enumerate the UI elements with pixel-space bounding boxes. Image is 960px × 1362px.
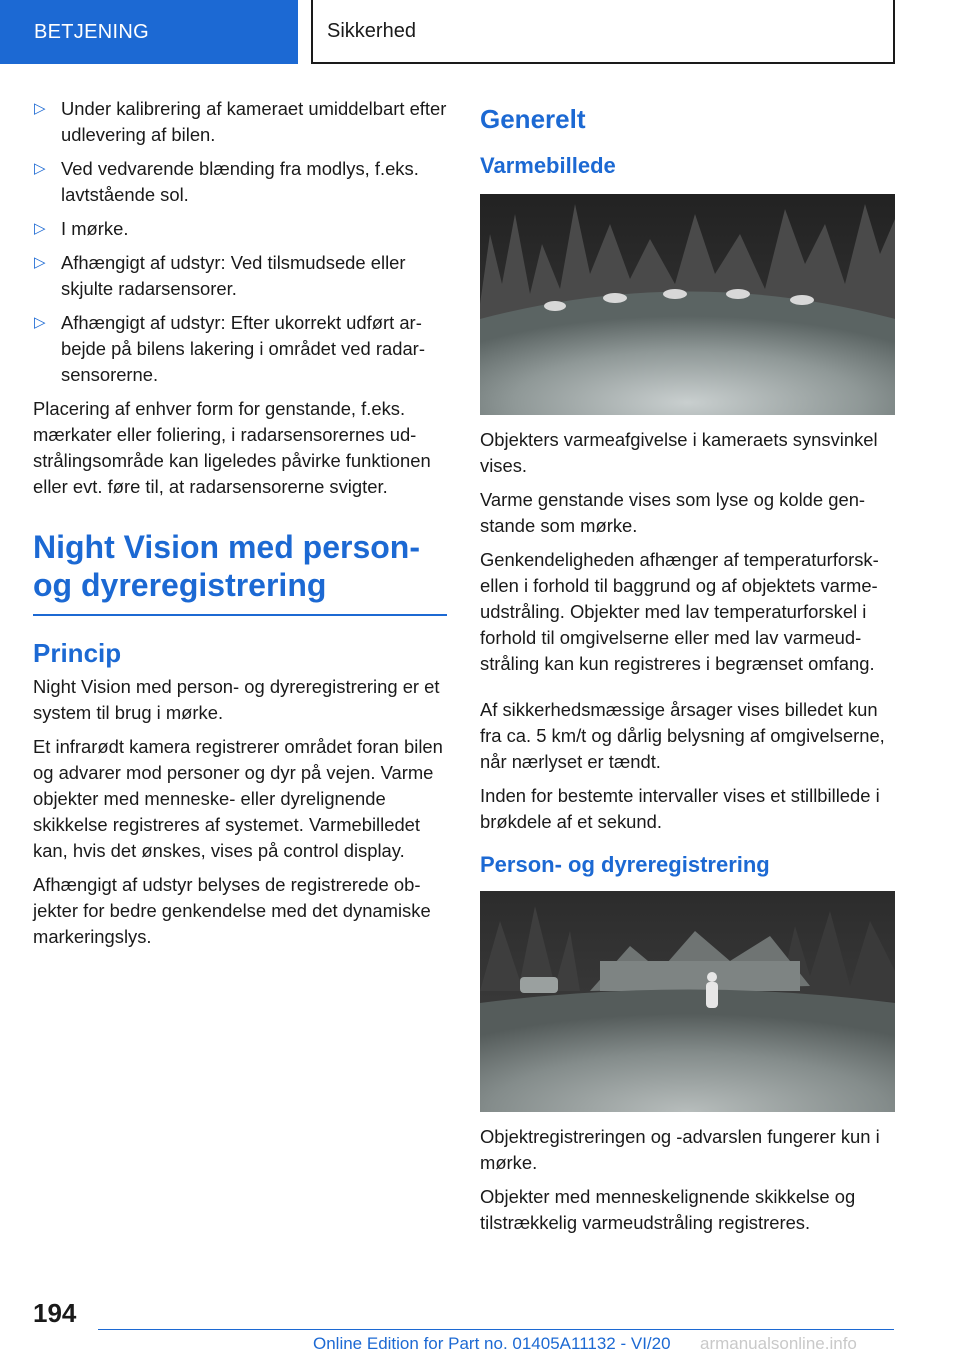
- triangle-bullet-icon: ▷: [34, 160, 46, 177]
- paragraph-varme-4: Af sikkerhedsmæssige årsager vises billedet kun fra ca. 5 km/t og dårlig belysning af omgivelserne, når nærlyset er tændt.: [480, 699, 885, 772]
- list-item: ▷ I mørke.: [33, 216, 447, 242]
- chapter-label: Sikkerhed: [327, 19, 416, 42]
- left-column: [33, 96, 447, 958]
- triangle-bullet-icon: ▷: [34, 254, 46, 271]
- paragraph-princip-2: Et infrarødt kamera registrerer området foran bilen og advarer mod personer og dyr på vejen. Varme objekter med menneske- eller dyrelignende skikkelse registreres af systemet. Varmebilledet kan, hvis det ønskes, vises på control display.: [33, 736, 443, 861]
- right-column: [480, 96, 896, 1244]
- heading-generelt: Generelt: [480, 104, 586, 134]
- paragraph-varme-3: Genkendeligheden afhænger af temperaturforskellen i forhold til baggrund og af objektets varmeudstråling. Objekter med lav temperaturforskel i forhold til omgivelserne eller med lav varmeudstråling kan kun registreres i begrænset omfang.: [480, 549, 879, 674]
- section-tab: [0, 0, 298, 64]
- page-title: Night Vision med person- og dyreregistrering: [33, 528, 447, 616]
- list-item: ▷ Under kalibrering af kameraet umiddelbart efter udlevering af bilen.: [34, 98, 447, 145]
- triangle-bullet-icon: ▷: [34, 100, 46, 117]
- list-item: ▷ Afhængigt af udstyr: Efter ukorrekt udført arbejde på bilens lakering i området ved radarsensorerne.: [34, 312, 425, 385]
- paragraph-varme-1: Objekters varmeafgivelse i kameraets synsvinkel vises.: [480, 429, 878, 476]
- heading-person-dyreregistrering: Person- og dyreregistrering: [480, 852, 770, 877]
- paragraph-person-2: Objekter med menneskelignende skikkelse og tilstrækkelig varmeudstråling registreres.: [480, 1186, 856, 1233]
- paragraph-varme-2: Varme genstande vises som lyse og kolde genstande som mørke.: [480, 489, 866, 536]
- thermal-image-animals: [480, 194, 895, 415]
- triangle-bullet-icon: ▷: [34, 314, 46, 331]
- section-label: BETJENING: [34, 20, 149, 43]
- triangle-bullet-icon: ▷: [34, 220, 46, 237]
- condition-list: [33, 96, 447, 388]
- footer-divider: [98, 1329, 894, 1330]
- paragraph-princip-3: Afhængigt af udstyr belyses de registrerede objekter for bedre genkendelse med det dynamiske markeringslys.: [33, 874, 431, 947]
- heading-princip: Princip: [33, 638, 122, 668]
- chapter-tab: [311, 0, 895, 64]
- edition-text: Online Edition for Part no. 01405A11132 - VI/20: [313, 1334, 671, 1353]
- watermark-text: armanualsonline.info: [700, 1334, 857, 1353]
- paragraph-person-1: Objektregistreringen og -advarslen fungerer kun i mørke.: [480, 1126, 880, 1173]
- paragraph-placering: Placering af enhver form for genstande, f.eks. mærkater eller foliering, i radarsensorernes udstrålingsområde kan ligeledes påvirke funktionen eller evt. føre til, at radarsensorerne svigter.: [33, 398, 431, 497]
- list-item: ▷ Afhængigt af udstyr: Ved tilsmudsede eller skjulte radarsensorer.: [34, 252, 406, 299]
- heading-varmebillede: Varmebillede: [480, 153, 616, 178]
- paragraph-varme-5: Inden for bestemte intervaller vises et stillbillede i brøkdele af et sekund.: [480, 785, 880, 832]
- thermal-image-pedestrian: [480, 891, 895, 1112]
- page-number: 194: [33, 1298, 77, 1328]
- list-item: ▷ Ved vedvarende blænding fra modlys, f.eks. lavtstående sol.: [34, 158, 419, 205]
- paragraph-princip-1: Night Vision med person- og dyreregistrering er et system til brug i mørke.: [33, 676, 440, 723]
